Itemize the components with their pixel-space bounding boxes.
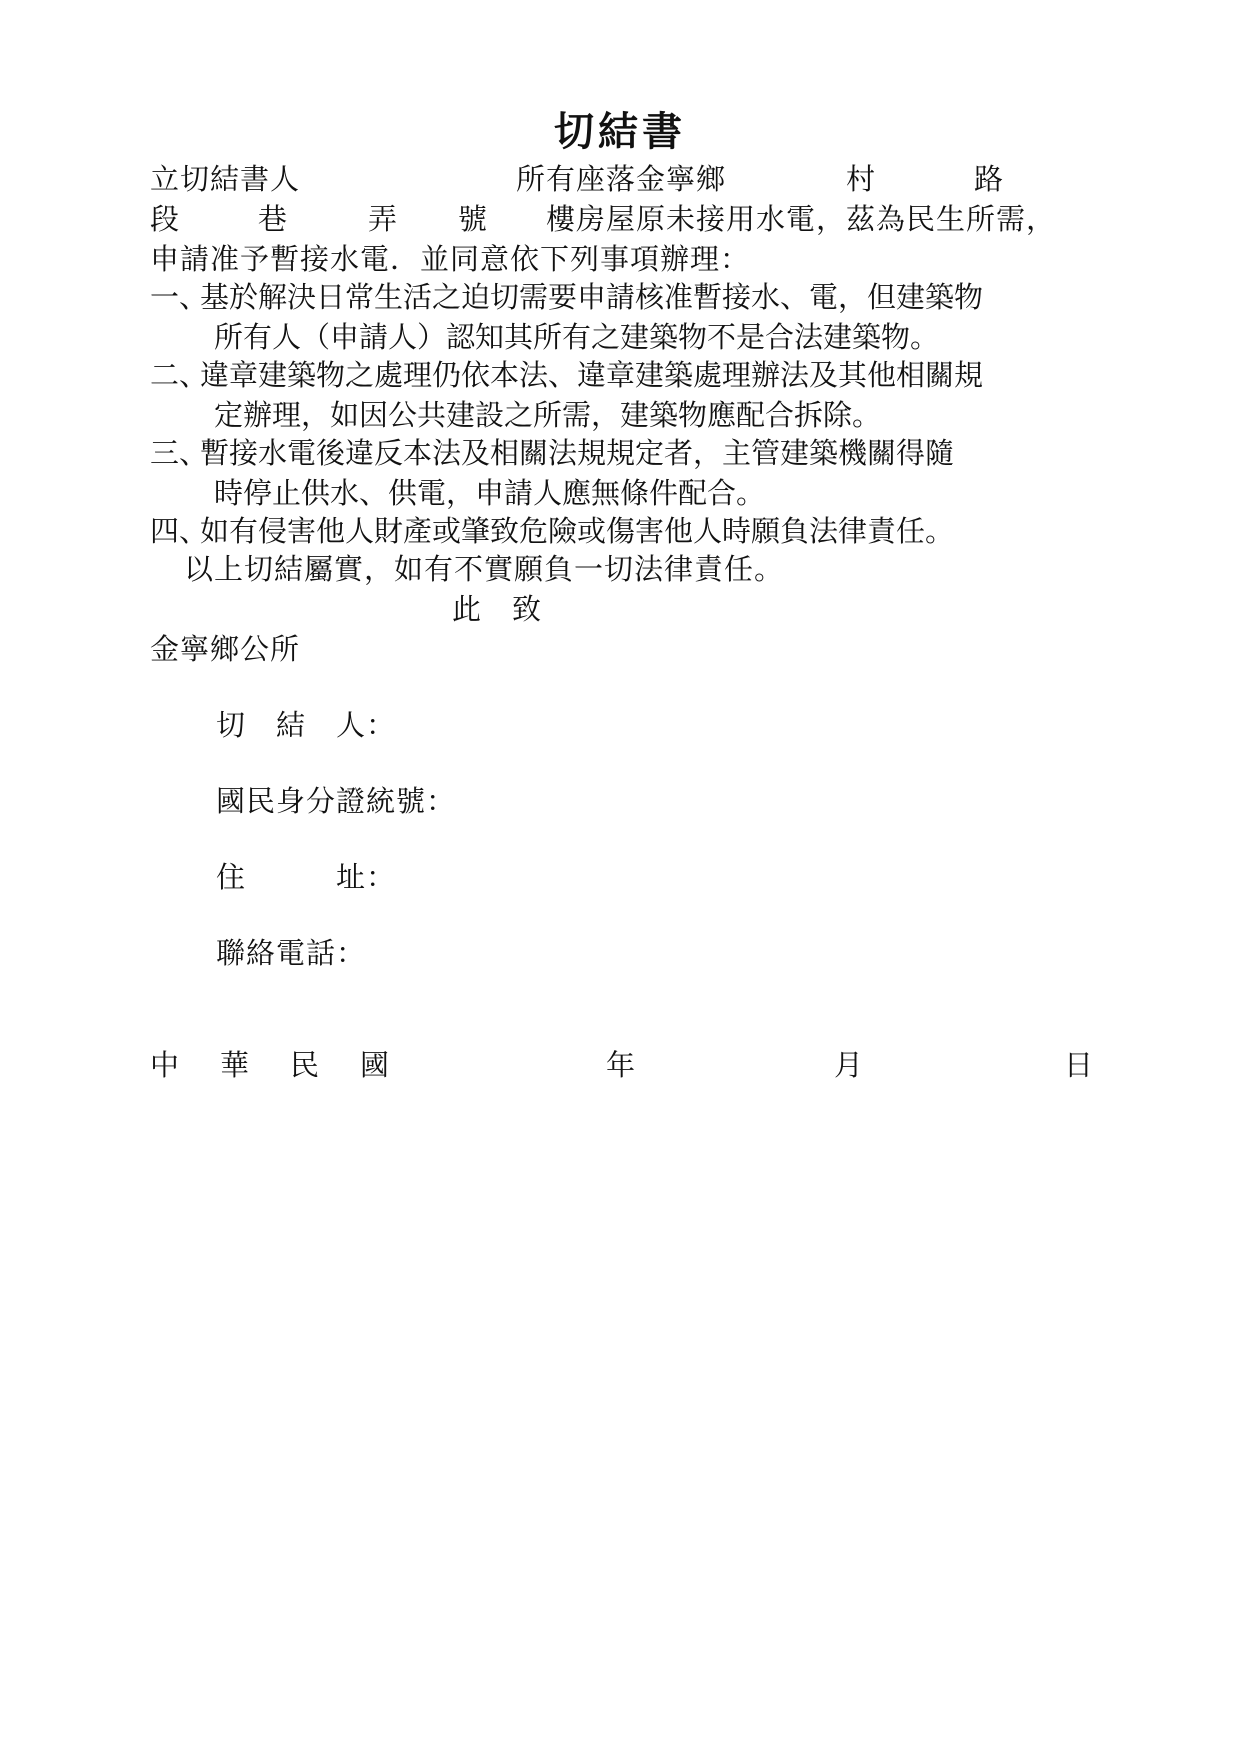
salutation: 此 致 [452, 592, 543, 626]
document-title: 切結書 [554, 109, 686, 155]
item-number: 二、 [150, 358, 209, 392]
intro-request-text: 申請准予暫接水電．並同意依下列事項辦理： [150, 242, 751, 276]
signer-label: 切 結 人： [216, 708, 397, 742]
date-year-label: 年 [606, 1048, 636, 1082]
recipient: 金寧鄉公所 [150, 632, 301, 666]
item-number: 三、 [150, 436, 209, 470]
phone-label: 聯絡電話： [216, 936, 367, 970]
item-number: 四、 [150, 514, 209, 548]
item-text-continued: 時停止供水、供電，申請人應無條件配合。 [214, 476, 766, 510]
intro-section-label: 段 [150, 202, 181, 236]
intro-floor-text: 樓房屋原未接用水電，茲為民生所需， [546, 202, 1057, 236]
item-text: 違章建築物之處理仍依本法、違章建築處理辦法及其他相關規 [200, 358, 984, 392]
intro-village-label: 村 [846, 162, 877, 196]
item-text: 暫接水電後違反本法及相關法規規定者，主管建築機關得隨 [200, 436, 955, 470]
intro-alley-label: 弄 [368, 202, 399, 236]
intro-road-label: 路 [974, 162, 1005, 196]
closing-statement: 以上切結屬實，如有不實願負一切法律責任。 [184, 552, 785, 586]
date-era: 中 華 民 國 [150, 1048, 396, 1082]
intro-number-label: 號 [458, 202, 489, 236]
intro-location-label: 所有座落金寧鄉 [516, 162, 727, 196]
intro-lane-label: 巷 [258, 202, 289, 236]
item-text: 基於解決日常生活之迫切需要申請核准暫接水、電，但建築物 [200, 280, 984, 314]
item-text: 如有侵害他人財產或肇致危險或傷害他人時願負法律責任。 [200, 514, 955, 548]
intro-declarant-label: 立切結書人 [150, 162, 301, 196]
id-number-label: 國民身分證統號： [216, 784, 457, 818]
item-text-continued: 所有人（申請人）認知其所有之建築物不是合法建築物。 [214, 320, 940, 354]
date-month-label: 月 [834, 1048, 864, 1082]
item-number: 一、 [150, 280, 209, 314]
item-text-continued: 定辦理，如因公共建設之所需，建築物應配合拆除。 [214, 398, 882, 432]
date-day-label: 日 [1064, 1048, 1094, 1082]
address-label: 住 址： [216, 860, 397, 894]
